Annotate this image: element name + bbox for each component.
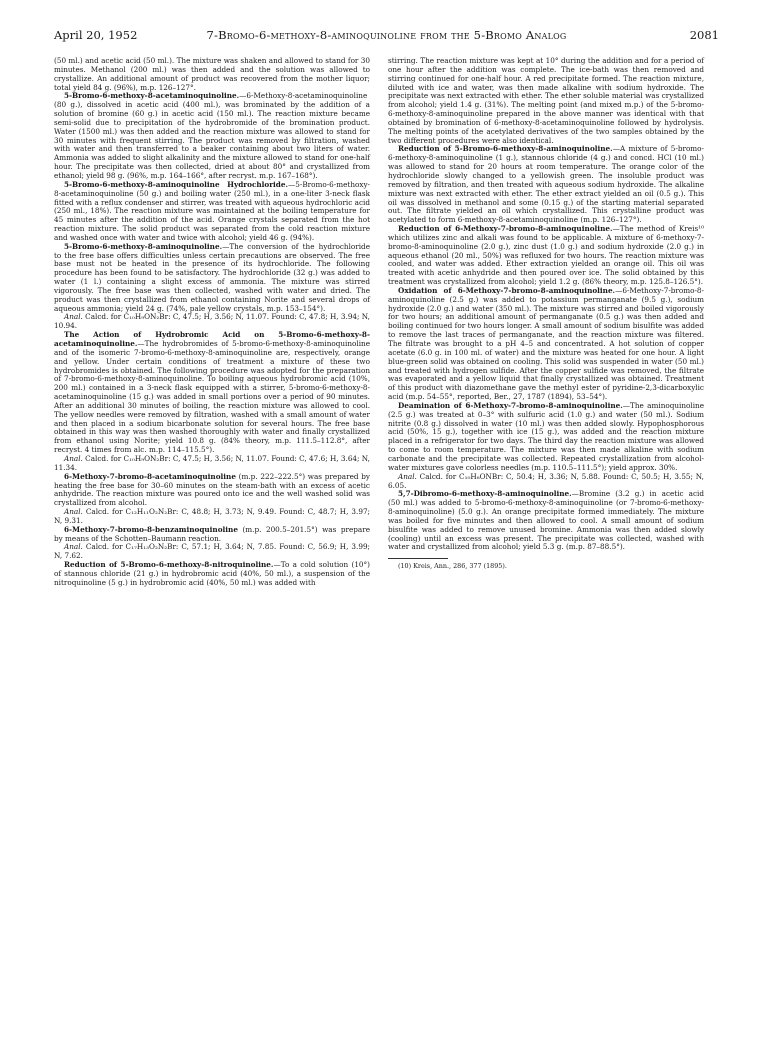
paragraph-text: Calcd. for C₁₂H₁₁O₂N₂Br: C, 48.8; H, 3.73; N, 9.49. Found: C, 48.7; H, 3.97; N, 9.31. bbox=[54, 507, 370, 525]
paragraph-heading: 5,7-Dibromo-6-methoxy-8-aminoquinoline. bbox=[398, 489, 572, 499]
paragraph-heading: 5-Bromo-6-methoxy-8-aminoquinoline Hydrochloride. bbox=[64, 179, 289, 189]
paragraph bbox=[388, 225, 704, 287]
paragraph bbox=[388, 490, 704, 552]
paragraph bbox=[388, 473, 704, 491]
paragraph-text: —5-Bromo-6-methoxy-8-acetaminoquinoline (50 g.) and boiling water (250 ml.), in a one-liter 3-neck flask fitted with a reflux condenser and stirrer, was treated with aqueous hydrochloric acid (250 ml., 18%). The reaction mixture was maintained at the boiling temperature for 45 minutes after the addition of the acid. Orange crystals separated from the hot reaction mixture. The solid product was separated from the cold reaction mixture and washed once with water and twice with alcohol; yield 46 g. (94%). bbox=[54, 179, 370, 242]
page-number: 2081 bbox=[689, 28, 719, 42]
paragraph-text: —6-Methoxy-7-bromo-8-aminoquinoline (2.5 g.) was added to potassium permanganate (9.5 g.), sodium hydroxide (2.0 g.) and water (350 ml.). The mixture was stirred and boiled vigorously for two hours; an additional amount of permanganate (0.5 g.) was then added and boiling continued for two hours longer. A small amount of sodium bisulfite was added to remove the last traces of permanganate, and the reaction mixture was filtered. The filtrate was brought to a pH 4–5 and concentrated. A hot solution of copper acetate (6.0 g. in 100 ml. of water) and the mixture was heated for one hour. A light blue-green solid was obtained on cooling. This solid was suspended in water (50 ml.) and treated with hydrogen sulfide. After the copper sulfide was removed, the filtrate was evaporated and a yellow liquid that finally crystallized was obtained. Treatment of this product with diazomethane gave the methyl ester of pyridine-2,3-dicarboxylic acid (m.p. 54–55°, reported, Ber., 27, 1787 (1894), 53–54°). bbox=[388, 285, 704, 402]
paragraph-heading: Reduction of 5-Bromo-6-methoxy-8-aminoquinoline. bbox=[398, 144, 613, 154]
page-header bbox=[54, 28, 719, 44]
paragraph bbox=[388, 287, 704, 402]
paragraph-text: —To a cold solution (10°) of stannous chloride (21 g.) in hydrobromic acid (40%, 50 ml.), a suspension of the nitroquinoline (5 g.) in hydrobromic acid (40%, 50 ml.) was added with bbox=[54, 560, 370, 587]
paragraph bbox=[54, 455, 370, 473]
paragraph bbox=[54, 181, 370, 243]
paragraph bbox=[54, 313, 370, 331]
paragraph-text: Calcd. for C₁₀H₈ONBr: C, 50.4; H, 3.36; N, 5.88. Found: C, 50.5; H, 3.55; N, 6.05. bbox=[388, 471, 704, 490]
paragraph-text: —The aminoquinoline (2.5 g.) was treated at 0–3° with sulfuric acid (1.0 g.) and water (50 ml.). Sodium nitrite (0.8 g.) dissolved in water (10 ml.) was then added slowly. Hypophosphorous acid (50%, 15 g.), together with ice (15 g.), was added and the reaction mixture placed in a refrigerator for two days. The third day the reaction mixture was allowed to come to room temperature. The mixture was then made alkaline with sodium carbonate and the precipitate was collected. Repeated crystallization from alcohol-water mixtures gave colorless needles (m.p. 110.5–111.5°); yield approx. 30%. bbox=[388, 400, 704, 472]
analysis-label: Anal. bbox=[398, 471, 417, 481]
paragraph-heading: 5-Bromo-6-methoxy-8-aminoquinoline. bbox=[64, 241, 223, 251]
paragraph-text: —6-Methoxy-8-acetaminoquinoline (80 g.), dissolved in acetic acid (400 ml.), was brominated by the addition of a solution of bromine (60 g.) in acetic acid (150 ml.). The reaction mixture became semi-solid due to precipitation of the hydrobromide of the bromination product. Water (1500 ml.) was then added and the reaction mixture was allowed to stand for 30 minutes with frequent stirring. The product was removed by filtration, washed with water and then transferred to a beaker containing about two liters of water. Ammonia was added to slight alkalinity and the mixture allowed to stand for one-half hour. The precipitate was then collected, dried at about 80° and crystallized from ethanol; yield 98 g. (96%, m.p. 164–166°, after recryst. m.p. 167–168°). bbox=[54, 91, 370, 180]
footnote-rule bbox=[388, 558, 448, 559]
left-column bbox=[54, 57, 370, 588]
header-title: 7-Bromo-6-methoxy-8-aminoquinoline from the 5-Bromo Analog bbox=[206, 28, 567, 42]
paragraph bbox=[54, 243, 370, 314]
right-column-body bbox=[388, 57, 704, 552]
paragraph bbox=[54, 92, 370, 180]
paragraph bbox=[388, 402, 704, 473]
paragraph bbox=[388, 145, 704, 225]
paragraph-heading: 5-Bromo-6-methoxy-8-acetaminoquinoline. bbox=[64, 91, 240, 101]
footnote: (10) Kreis, Ann., 286, 377 (1895). bbox=[398, 562, 507, 571]
paragraph-text: —The method of Kreis¹⁰ which utilizes zinc and alkali was found to be applicable. A mixture of 6-methoxy-7-bromo-8-aminoquinoline (2.0 g.), zinc dust (1.0 g.) and sodium hydroxide (2.0 g.) in aqueous ethanol (20 ml., 50%) was refluxed for two hours. The reaction mixture was cooled, and water was added. Ether extraction yielded an orange oil. This oil was treated with acetic anhydride and then poured over ice. The solid obtained by this treatment was crystallized from alcohol; yield 1.2 g. (86% theory, m.p. 125.8–126.5°). bbox=[388, 224, 704, 287]
paragraph-text: stirring. The reaction mixture was kept at 10° during the addition and for a period of one hour after the addition was complete. The ice-bath was then removed and stirring continued for one-half hour. A red precipitate formed. The reaction mixture, diluted with ice and water, was then made alkaline with sodium hydroxide. The precipitate was next extracted with ether. The ether soluble material was crystallized from alcohol; yield 1.4 g. (31%). The melting point (and mixed m.p.) of the 5-bromo-6-methoxy-8-aminoquinoline prepared in the above manner was identical with that obtained by bromination of 6-methoxy-8-acetaminoquinoline followed by hydrolysis. The melting points of the acetylated derivatives of the two samples obtained by the two different procedures were also identical. bbox=[388, 56, 704, 145]
paragraph-text: (50 ml.) and acetic acid (50 ml.). The mixture was shaken and allowed to stand for 30 minutes. Methanol (200 ml.) was then added and the solution was allowed to crystallize. An additional amount of product was recovered from the mother liquor; total yield 84 g. (96%), m.p. 126–127°. bbox=[54, 56, 370, 92]
analysis-label: Anal. bbox=[64, 312, 83, 322]
paragraph bbox=[388, 57, 704, 145]
paragraph-text: —The hydrobromides of 5-bromo-6-methoxy-8-aminoquinoline and of the isomeric 7-bromo-6-methoxy-8-aminoquinoline are, respectively, orange and yellow. Under certain conditions of treatment a mixture of these two hydrobromides is obtained. The following procedure was adopted for the preparation of 7-bromo-6-methoxy-8-aminoquinoline. To boiling aqueous hydrobromic acid (10%, 200 ml.) contained in a 3-neck flask equipped with a stirrer, 5-bromo-6-methoxy-8-acetaminoquinoline (15 g.) was added in small portions over a period of 90 minutes. After an additional 30 minutes of boiling, the reaction mixture was allowed to cool. The yellow needles were removed by filtration, washed with a small amount of water and then placed in a sodium bicarbonate solution for several hours. The free base obtained in this way was then washed thoroughly with water and finally crystallized from ethanol using Norite; yield 10.8 g. (84% theory, m.p. 111.5–112.8°, after recryst. 4 times from alc. m.p. 114–115.5°). bbox=[54, 339, 370, 455]
analysis-label: Anal. bbox=[64, 453, 83, 463]
paragraph bbox=[54, 57, 370, 92]
paragraph-heading: The Action of Hydrobromic Acid on 5-Bromo-6-methoxy-8-acetaminoquinoline. bbox=[54, 330, 370, 348]
paragraph bbox=[54, 561, 370, 588]
paragraph-heading: Deamination of 6-Methoxy-7-bromo-8-aminoquinoline. bbox=[398, 400, 623, 410]
paragraph-heading: 6-Methoxy-7-bromo-8-benzaminoquinoline bbox=[64, 524, 238, 534]
paragraph-text: —The conversion of the hydrochloride to the free base offers difficulties unless certain precautions are observed. The free base must not be heated in the presence of its hydrochloride. The following procedure has been found to be satisfactory. The hydrochloride (32 g.) was added to water (1 l.) containing a slight excess of ammonia. The mixture was stirred vigorously. The free base was then collected, washed with water and dried. The product was then crystallized from ethanol containing Norite and several drops of aqueous ammonia; yield 24 g. (74%, pale yellow crystals, m.p. 153–154°). bbox=[54, 241, 370, 313]
right-column bbox=[388, 57, 704, 570]
paragraph-heading: Reduction of 5-Bromo-6-methoxy-8-nitroquinoline. bbox=[64, 560, 274, 570]
paragraph bbox=[54, 331, 370, 455]
paragraph bbox=[54, 526, 370, 544]
paragraph-text: —A mixture of 5-bromo-6-methoxy-8-aminoquinoline (1 g.), stannous chloride (4 g.) and concd. HCl (10 ml.) was allowed to stand for 20 hours at room temperature. The orange color of the hydrochloride slowly changed to a yellowish green. The insoluble product was removed by filtration, and then treated with aqueous sodium hydroxide. The alkaline mixture was next extracted with ether. The ether extract yielded an oil (0.5 g.). This oil was dissolved in methanol and some (0.15 g.) of the starting material separated out. The filtrate yielded an oil which crystallized. This crystalline product was acetylated to form 6-methoxy-8-acetaminoquinoline (m.p. 126–127°). bbox=[388, 144, 704, 225]
paragraph-heading: Reduction of 6-Methoxy-7-bromo-8-aminoquinoline. bbox=[398, 224, 613, 234]
paragraph-text: (m.p. 222–222.5°) was prepared by heating the free base for 30–60 minutes on the steam-bath with an excess of acetic anhydride. The reaction mixture was poured onto ice and the well washed solid was crystallized from alcohol. bbox=[54, 471, 370, 508]
paragraph-text: —Bromine (3.2 g.) in acetic acid (50 ml.) was added to 5-bromo-6-methoxy-8-aminoquinoline (or 7-bromo-6-methoxy-8-aminoquinoline) (5.0 g.). An orange precipitate formed immediately. The mixture was boiled for five minutes and then allowed to cool. A small amount of sodium bisulfite was added to remove unused bromine. Ammonia was then added slowly (cooling) until an excess was present. The precipitate was collected, washed with water and crystallized from alcohol; yield 5.3 g. (m.p. 87–88.5°). bbox=[388, 489, 704, 552]
paragraph bbox=[54, 473, 370, 508]
header-date: April 20, 1952 bbox=[54, 28, 138, 42]
paragraph-text: Calcd. for C₁₀H₉ON₂Br: C, 47.5; H, 3.56; N, 11.07. Found: C, 47.8; H, 3.94; N, 10.94. bbox=[54, 312, 370, 331]
analysis-label: Anal. bbox=[64, 542, 83, 552]
paragraph bbox=[54, 543, 370, 561]
paragraph-heading: 6-Methoxy-7-bromo-8-acetaminoquinoline bbox=[64, 471, 236, 481]
paragraph-text: Calcd. for C₁₇H₁₃O₂N₂Br: C, 57.1; H, 3.64; N, 7.85. Found: C, 56.9; H, 3.99; N, 7.62. bbox=[54, 542, 370, 561]
paragraph bbox=[54, 508, 370, 526]
analysis-label: Anal. bbox=[64, 507, 83, 517]
paragraph-heading: Oxidation of 6-Methoxy-7-bromo-8-aminoquinoline. bbox=[398, 285, 616, 295]
paragraph-text: Calcd. for C₁₀H₉ON₂Br: C, 47.5; H, 3.56; N, 11.07. Found: C, 47.6; H, 3.64; N, 11.34. bbox=[54, 453, 370, 472]
paragraph-text: (m.p. 200.5–201.5°) was prepare by means of the Schotten–Baumann reaction. bbox=[54, 524, 370, 543]
